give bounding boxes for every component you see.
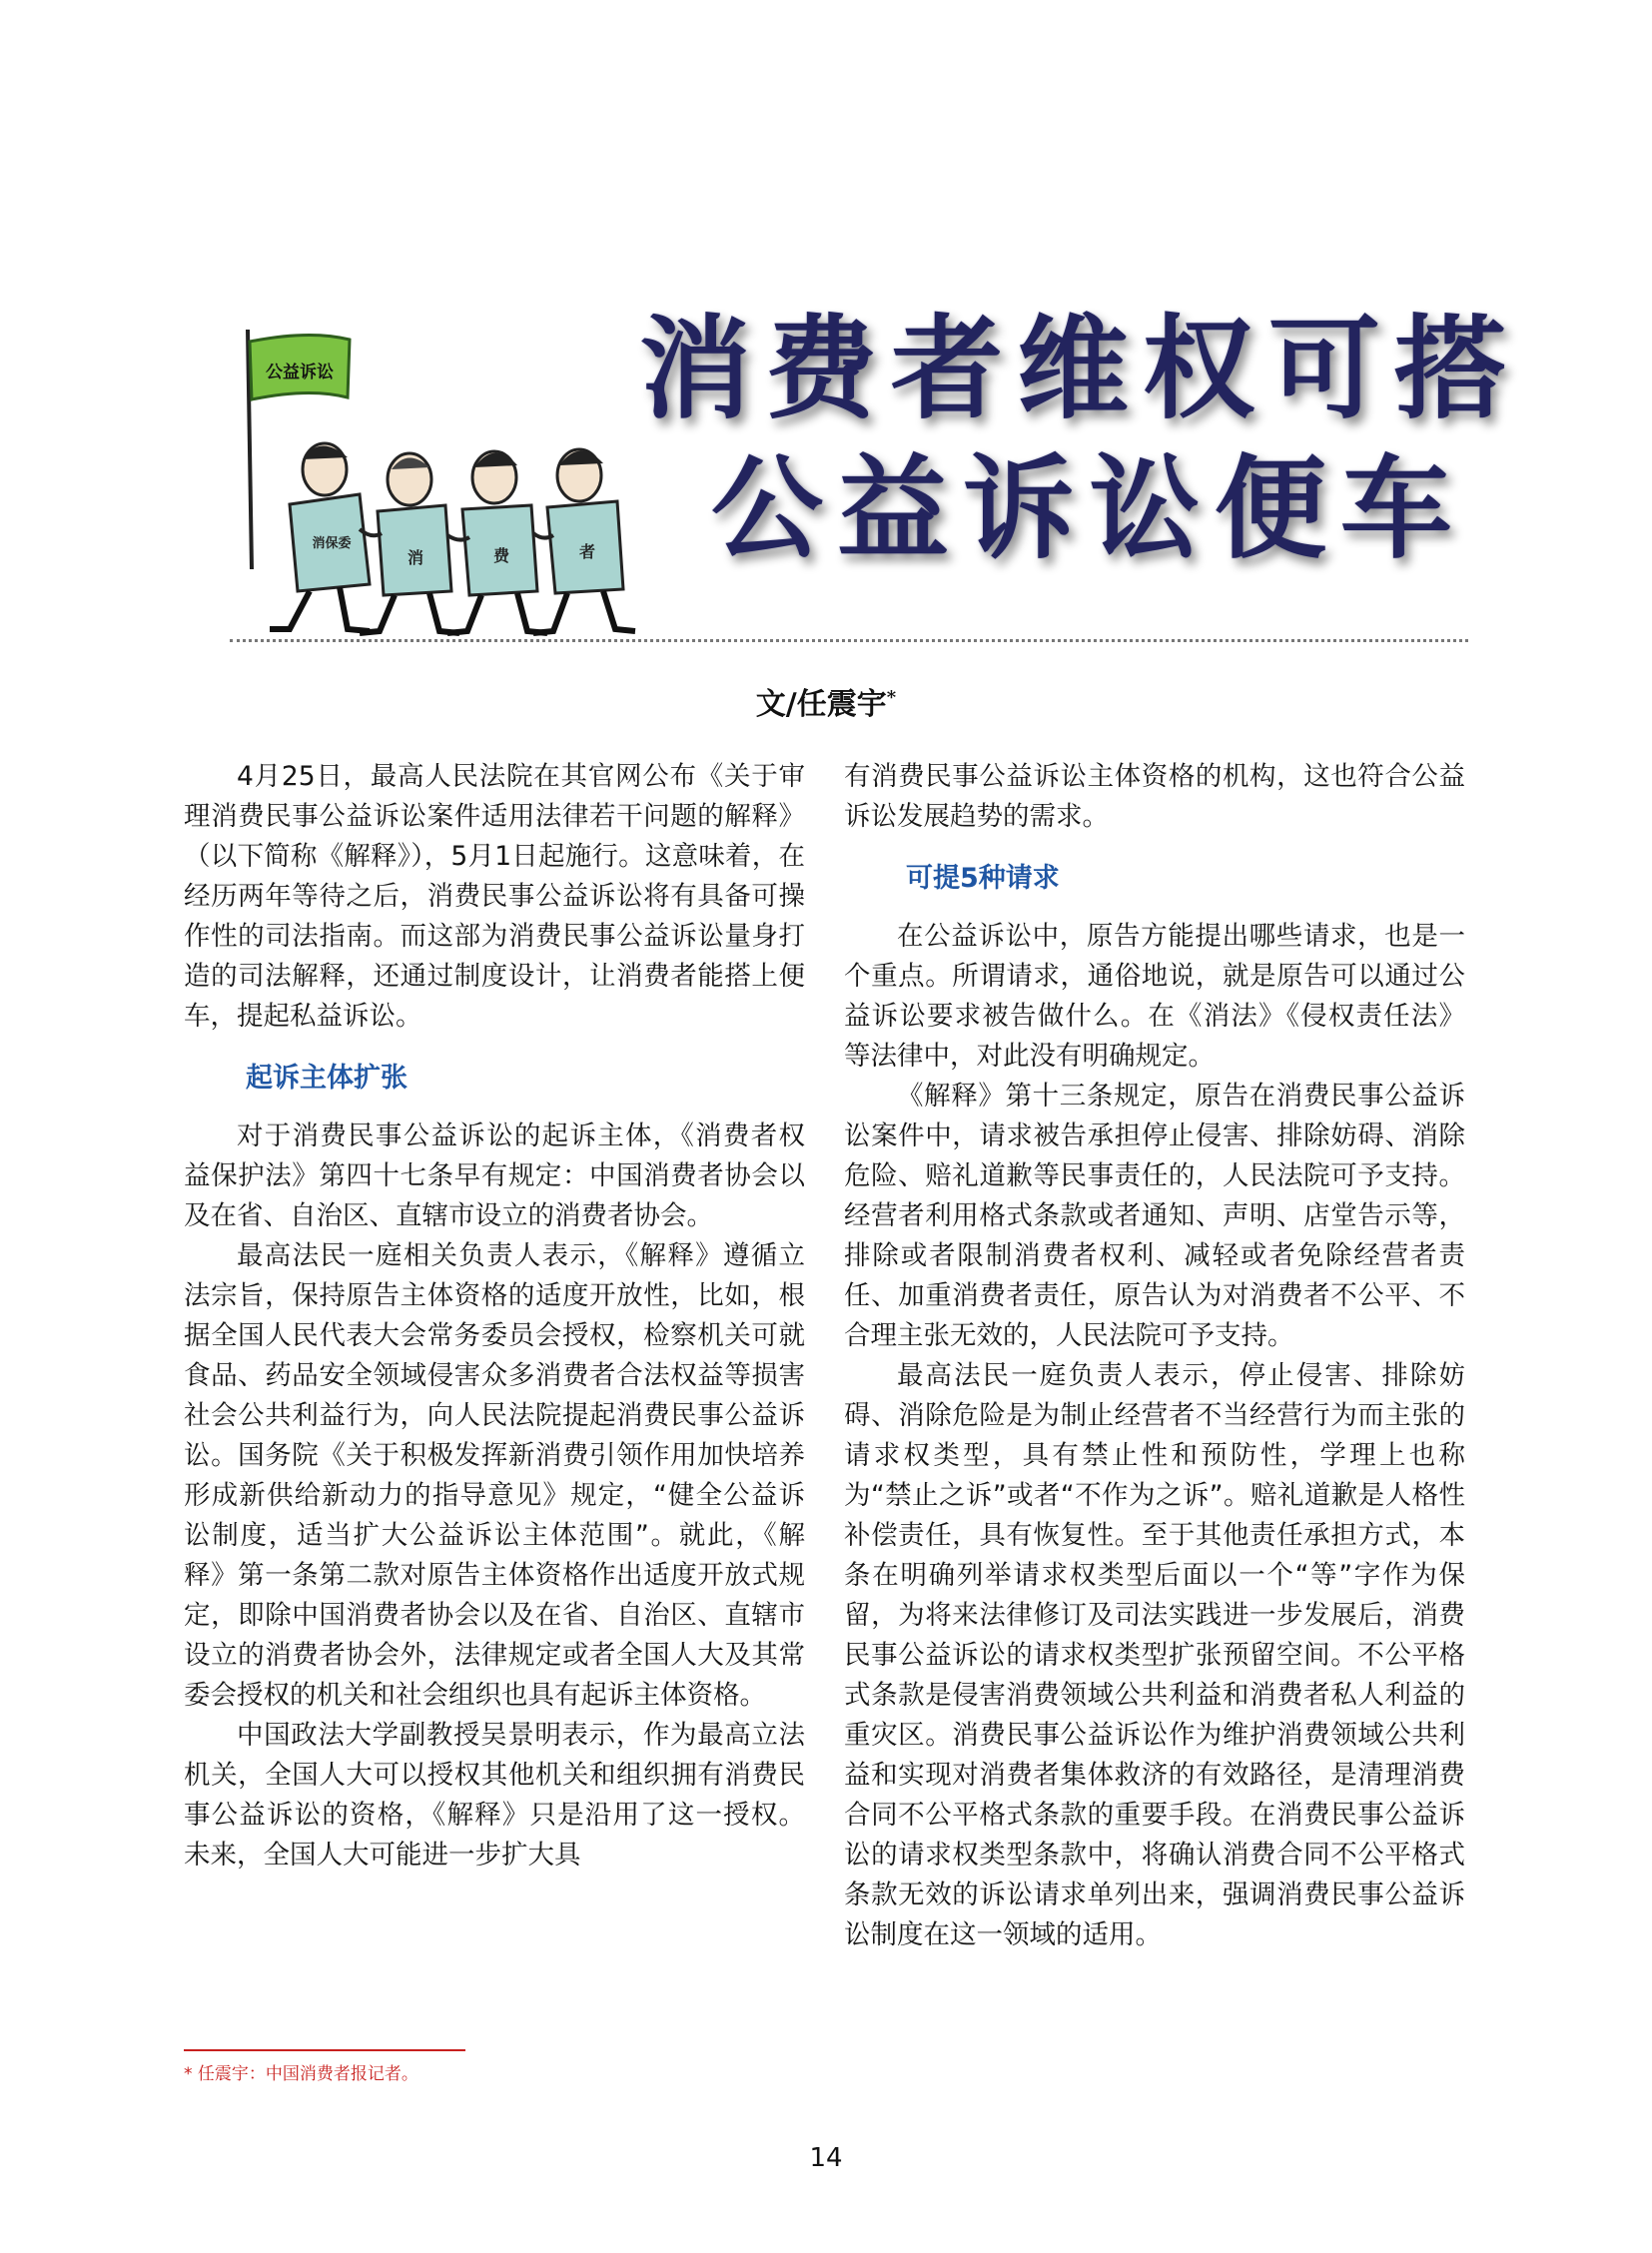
- figure-3-label: 费: [492, 546, 510, 565]
- section-heading-claims: 可提5种请求: [906, 863, 1060, 894]
- figure-2: [360, 453, 459, 633]
- figure-4-label: 者: [578, 542, 596, 561]
- figure-3: [447, 451, 547, 633]
- title-line-2: 公益诉讼便车: [711, 444, 1466, 574]
- header-divider: [230, 639, 1468, 642]
- section-heading-plaintiff: 起诉主体扩张: [246, 1063, 408, 1094]
- body-paragraph: 最高法民一庭负责人表示，停止侵害、排除妨碍、消除危险是为制止经营者不当经营行为而主张的请求权类型，具有禁止性和预防性，学理上也称为“禁止之诉”或者“不作为之诉”。赔礼道歉是人格性补偿责任，具有恢复性。至于其他责任承担方式，本条在明确列举请求权类型后面以一个“等”字作为保留，为将来法律修订及司法实践进一步发展后，消费民事公益诉讼的请求权类型扩张预留空间。不公平格式条款是侵害消费领域公共利益和消费者私人利益的重灾区。消费民事公益诉讼作为维护消费领域公共利益和实现对消费者集体救济的有效路径，是清理消费合同不公平格式条款的重要手段。在消费民事公益诉讼的请求权类型条款中，将确认消费合同不公平格式条款无效的诉讼请求单列出来，强调消费民事公益诉讼制度在这一领域的适用。: [844, 1360, 1465, 1950]
- body-paragraph: 在公益诉讼中，原告方能提出哪些请求，也是一个重点。所谓请求，通俗地说，就是原告可以通过公益诉讼要求被告做什么。在《消法》《侵权责任法》等法律中，对此没有明确规定。: [844, 921, 1465, 1072]
- marching-figures-illustration: [220, 330, 659, 649]
- continued-paragraph: 有消费民事公益诉讼主体资格的机构，这也符合公益诉讼发展趋势的需求。: [844, 761, 1465, 832]
- body-paragraph: 对于消费民事公益诉讼的起诉主体，《消费者权益保护法》第四十七条早有规定：中国消费者协会以及在省、自治区、直辖市设立的消费者协会。: [184, 1121, 805, 1231]
- body-paragraph: 最高法民一庭相关负责人表示，《解释》遵循立法宗旨，保持原告主体资格的适度开放性，比如，根据全国人民代表大会常务委员会授权，检察机关可就食品、药品安全领域侵害众多消费者合法权益等损害社会公共利益行为，向人民法院提起消费民事公益诉讼。国务院《关于积极发挥新消费引领作用加快培养形成新供给新动力的指导意见》规定，“健全公益诉讼制度，适当扩大公益诉讼主体范围”。就此，《解释》第一条第二款对原告主体资格作出适度开放式规定，即除中国消费者协会以及在省、自治区、直辖市设立的消费者协会外，法律规定或者全国人大及其常委会授权的机关和社会组织也具有起诉主体资格。: [184, 1240, 805, 1711]
- figure-1: [270, 443, 370, 631]
- footnote-divider: [184, 2049, 465, 2051]
- figure-2-label: 消: [407, 548, 424, 567]
- article-title: [639, 300, 1520, 579]
- figure-1-label: 消保委: [312, 536, 352, 551]
- body-paragraph: 中国政法大学副教授吴景明表示，作为最高立法机关，全国人大可以授权其他机关和组织拥有消费民事公益诉讼的资格，《解释》只是沿用了这一授权。未来，全国人大可能进一步扩大具: [184, 1720, 805, 1871]
- body-paragraph: 《解释》第十三条规定，原告在消费民事公益诉讼案件中，请求被告承担停止侵害、排除妨碍、消除危险、赔礼道歉等民事责任的，人民法院可予支持。经营者利用格式条款或者通知、声明、店堂告示等，排除或者限制消费者权利、减轻或者免除经营者责任、加重消费者责任，原告认为对消费者不公平、不合理主张无效的，人民法院可予支持。: [844, 1081, 1465, 1351]
- intro-paragraph: 4月25日，最高人民法院在其官网公布《关于审理消费民事公益诉讼案件适用法律若干问题的解释》（以下简称《解释》），5月1日起施行。这意味着，在经历两年等待之后，消费民事公益诉讼将有具备可操作性的司法指南。而这部为消费民事公益诉讼量身打造的司法解释，还通过制度设计，让消费者能搭上便车，提起私益诉讼。: [184, 761, 805, 1032]
- title-line-1: 消费者维权可搭: [639, 305, 1520, 434]
- byline-footnote-mark: *: [886, 687, 897, 708]
- byline: [0, 679, 1652, 723]
- header-illustration: [220, 330, 659, 649]
- byline-text: 文/任震宇: [755, 687, 887, 722]
- flag-label: 公益诉讼: [266, 363, 334, 382]
- page-number: 14: [809, 2143, 843, 2173]
- footnote: * 任震宇：中国消费者报记者。: [184, 2064, 418, 2084]
- right-column: [844, 757, 1465, 1955]
- left-column: [184, 757, 805, 1876]
- figure-4: [533, 449, 635, 633]
